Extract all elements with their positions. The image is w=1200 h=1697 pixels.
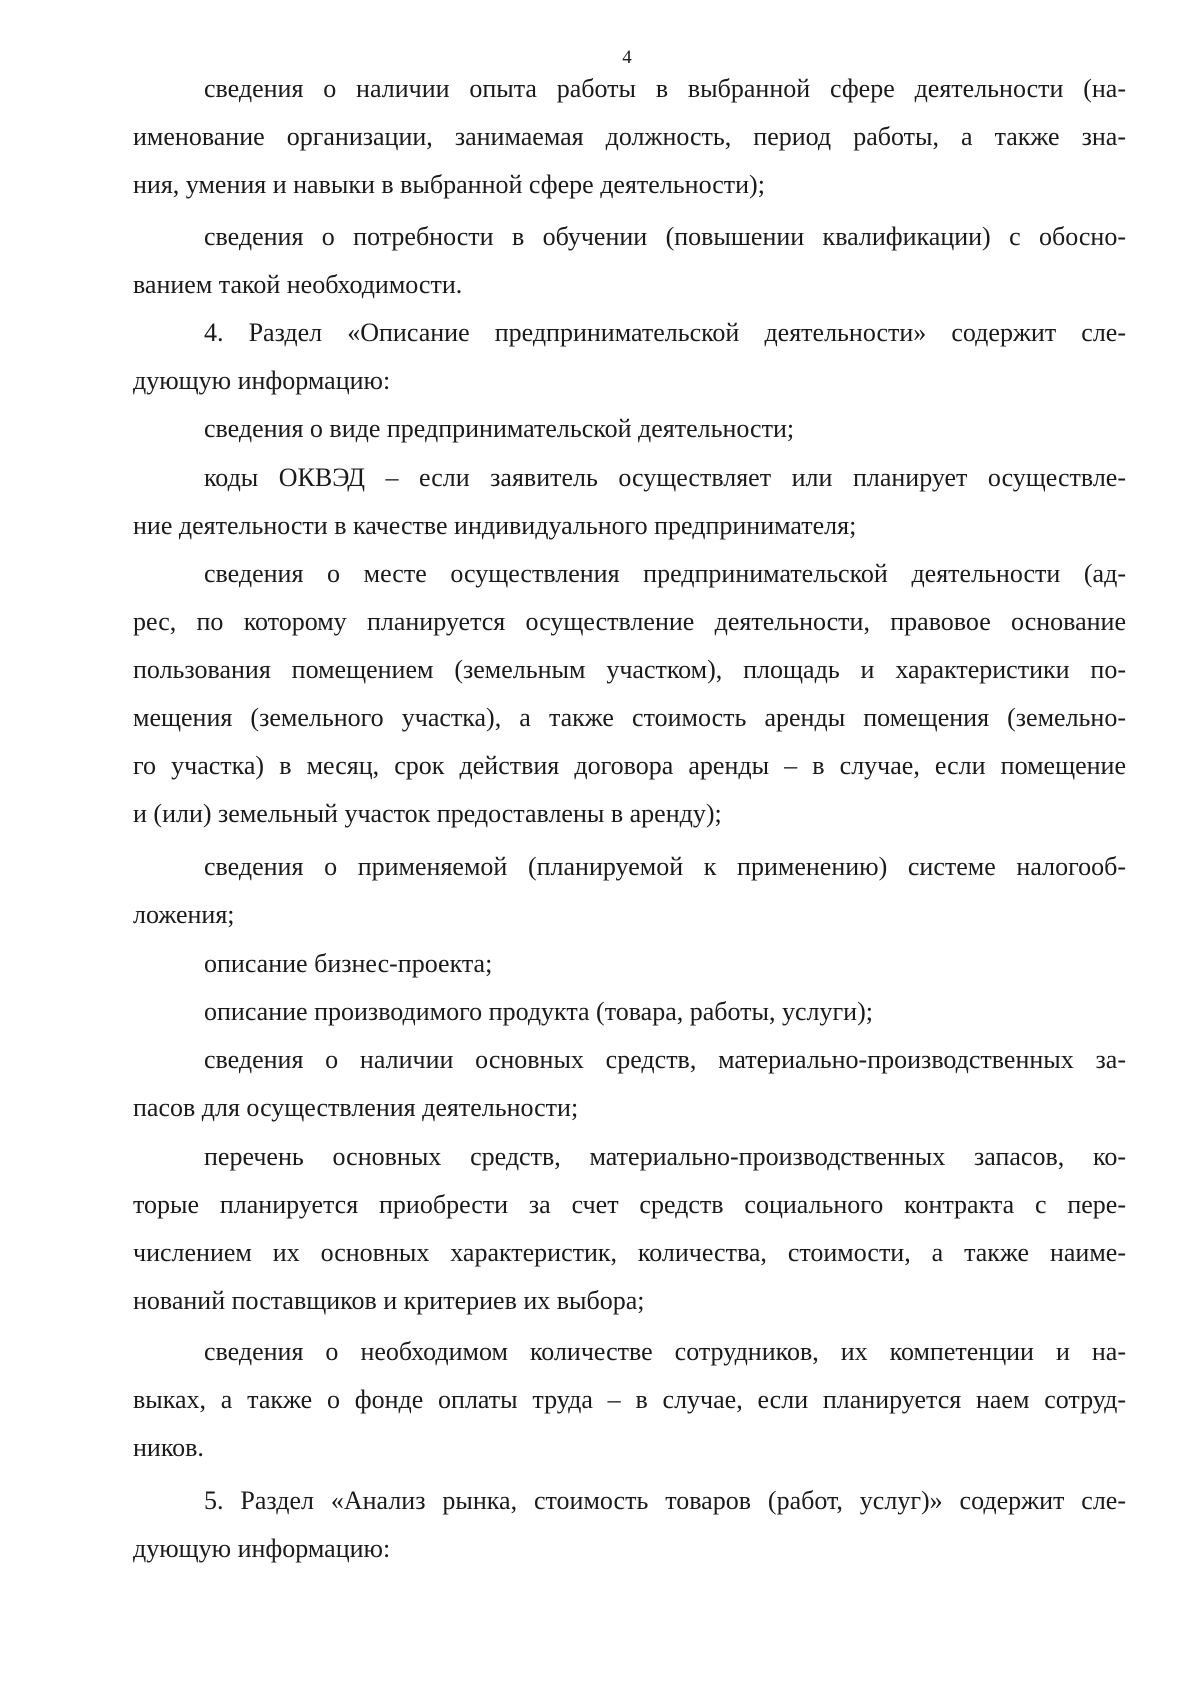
page-number: 4 [622, 47, 632, 68]
text-line: числением их основных характеристик, количества, стоимости, а также наиме- [133, 1238, 1126, 1267]
text-line: рес, по которому планируется осуществление деятельности, правовое основание [133, 607, 1126, 636]
text-line: ванием такой необходимости. [133, 270, 463, 299]
text-line: перечень основных средств, материально-производственных запасов, ко- [204, 1142, 1126, 1171]
text-line: ние деятельности в качестве индивидуального предпринимателя; [133, 511, 857, 540]
text-line: пасов для осуществления деятельности; [133, 1093, 579, 1122]
text-line: ния, умения и навыки в выбранной сфере деятельности); [133, 170, 765, 199]
text-line: сведения о месте осуществления предпринимательской деятельности (ад- [204, 559, 1126, 588]
text-line: сведения о применяемой (планируемой к применению) системе налогооб- [204, 852, 1126, 881]
text-line: сведения о наличии основных средств, материально-производственных за- [204, 1045, 1126, 1074]
section-heading-line: 4. Раздел «Описание предпринимательской деятельности» содержит сле- [204, 318, 1126, 347]
text-line: пользования помещением (земельным участком), площадь и характеристики по- [133, 655, 1126, 684]
text-line: и (или) земельный участок предоставлены в аренду); [133, 799, 722, 828]
text-line: го участка) в месяц, срок действия договора аренды – в случае, если помещение [133, 751, 1126, 780]
text-line: ников. [133, 1433, 204, 1462]
text-line: нований поставщиков и критериев их выбора; [133, 1286, 645, 1315]
text-line: дующую информацию: [133, 1534, 391, 1563]
text-line: сведения о необходимом количестве сотрудников, их компетенции и на- [204, 1337, 1126, 1366]
text-line: сведения о наличии опыта работы в выбранной сфере деятельности (на- [204, 74, 1126, 103]
text-line: коды ОКВЭД – если заявитель осуществляет или планирует осуществле- [204, 463, 1126, 492]
text-line: дующую информацию: [133, 366, 391, 395]
text-line: сведения о потребности в обучении (повышении квалификации) с обосно- [204, 222, 1126, 251]
text-line: описание производимого продукта (товара, работы, услуги); [204, 997, 873, 1026]
text-line: торые планируется приобрести за счет средств социального контракта с пере- [133, 1190, 1126, 1219]
text-line: описание бизнес-проекта; [204, 949, 493, 978]
text-line: выках, а также о фонде оплаты труда – в случае, если планируется наем сотруд- [133, 1385, 1126, 1414]
text-line: именование организации, занимаемая должность, период работы, а также зна- [133, 122, 1126, 151]
text-line: сведения о виде предпринимательской деятельности; [204, 414, 795, 443]
text-line: ложения; [133, 900, 235, 929]
section-heading-line: 5. Раздел «Анализ рынка, стоимость товаров (работ, услуг)» содержит сле- [204, 1486, 1126, 1515]
text-line: мещения (земельного участка), а также стоимость аренды помещения (земельно- [133, 703, 1126, 732]
